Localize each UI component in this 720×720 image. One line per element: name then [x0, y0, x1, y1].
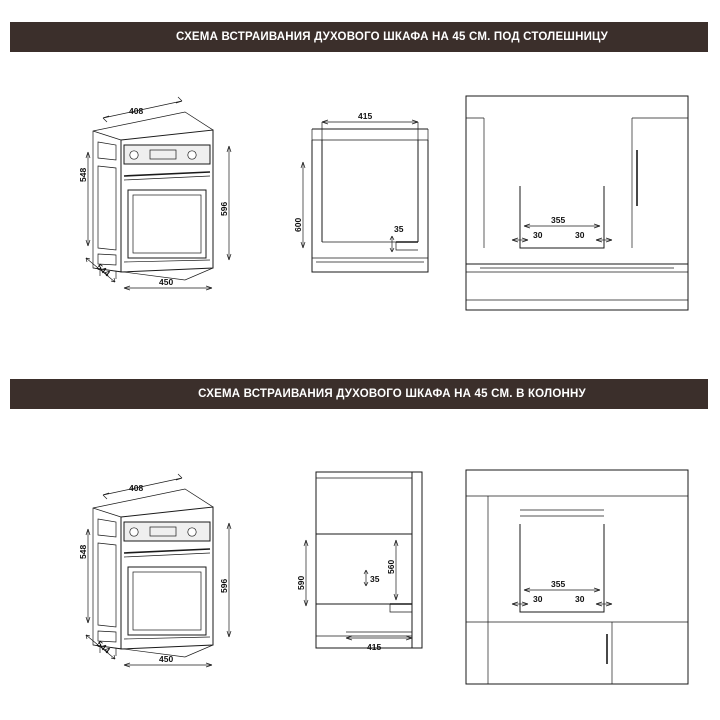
dim-oven1-width-bottom: 450	[159, 277, 174, 287]
section-2-banner-tail	[10, 379, 76, 409]
dim-oven1-width-top: 408	[129, 106, 144, 116]
cabinet-front-view-1	[466, 96, 688, 310]
section-2-banner: СХЕМА ВСТРАИВАНИЯ ДУХОВОГО ШКАФА НА 45 СМ. В КОЛОННУ	[76, 379, 708, 409]
oven-perspective-1	[93, 112, 213, 280]
dim-oven1-height-right: 596	[219, 201, 229, 216]
section-1-banner: СХЕМА ВСТРАИВАНИЯ ДУХОВОГО ШКАФА НА 45 СМ. ПОД СТОЛЕШНИЦУ	[76, 22, 708, 52]
dim-cab1-plinth: 35	[394, 224, 404, 234]
cabinet-side-view-1	[312, 129, 428, 272]
dim-front2-gap-right: 30	[575, 594, 585, 604]
dim-cab2-height-inner: 560	[386, 559, 396, 574]
oven-dimensions-1	[78, 97, 231, 290]
dim-oven2-height-right: 596	[219, 578, 229, 593]
cabinet-side-dimensions-1	[293, 111, 418, 252]
cabinet-front-dimensions-1	[512, 215, 612, 248]
dim-oven1-depth: 544	[94, 261, 113, 279]
cabinet-front-view-2	[466, 470, 688, 684]
dim-front1-gap-left: 30	[533, 230, 543, 240]
dim-oven1-height-left: 548	[78, 167, 88, 182]
dim-cab1-height-left: 600	[293, 217, 303, 232]
dim-cab1-width-top: 415	[358, 111, 373, 121]
dim-cab2-height-left: 590	[296, 575, 306, 590]
dim-cab2-plinth: 35	[370, 574, 380, 584]
cabinet-side-view-2	[316, 472, 422, 648]
dim-front2-gap-left: 30	[533, 594, 543, 604]
dim-front2-width: 355	[551, 579, 566, 589]
dim-oven2-depth: 544	[94, 638, 113, 656]
dim-oven2-height-left: 548	[78, 544, 88, 559]
oven-perspective-2	[93, 489, 213, 657]
dim-front1-width: 355	[551, 215, 566, 225]
dim-cab2-depth-bottom: 415	[367, 642, 382, 652]
section-1-banner-tail	[10, 22, 76, 52]
oven-dimensions-2	[78, 474, 231, 667]
cabinet-side-dimensions-2	[296, 540, 412, 652]
cabinet-front-dimensions-2	[512, 579, 612, 612]
dim-oven2-width-bottom: 450	[159, 654, 174, 664]
dim-front1-gap-right: 30	[575, 230, 585, 240]
dim-oven2-width-top: 408	[129, 483, 144, 493]
